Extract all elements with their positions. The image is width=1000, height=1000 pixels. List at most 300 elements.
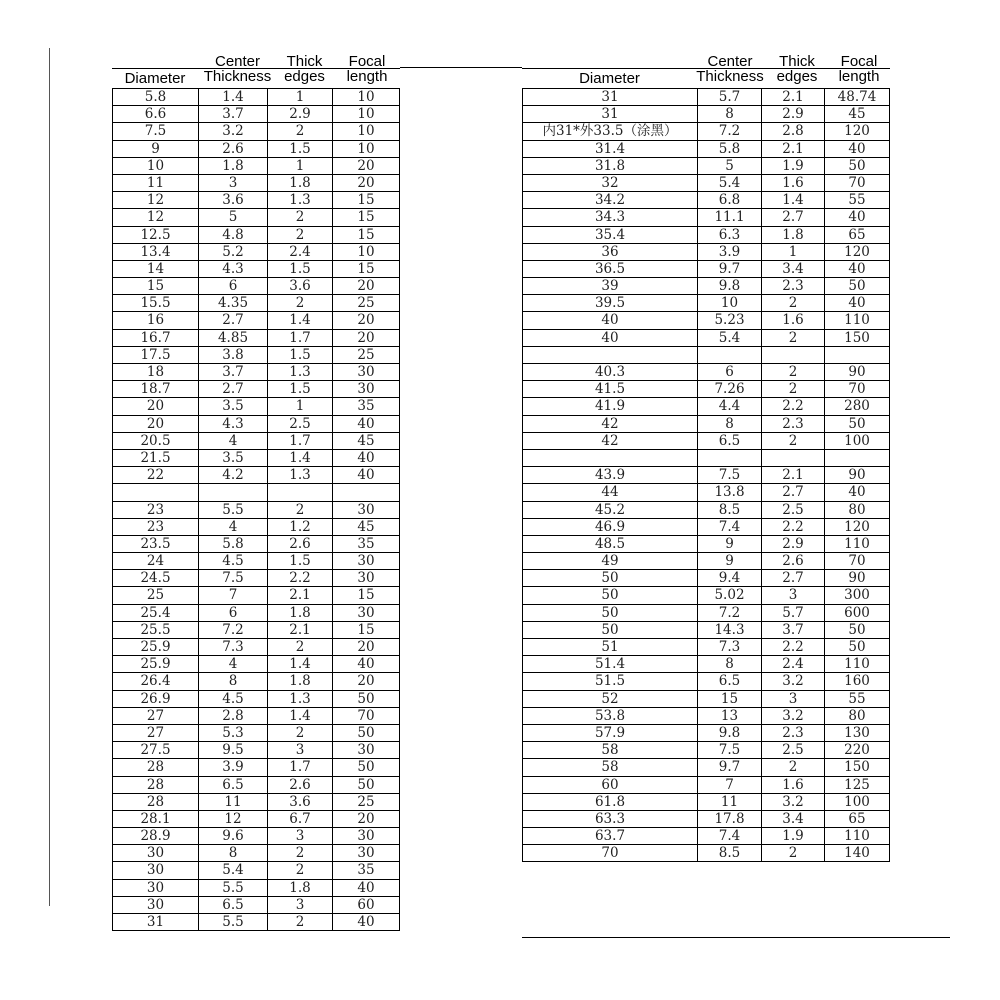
table-row [523, 278, 890, 295]
page-margin-line [49, 48, 50, 906]
cell-diameter: 31.8 [523, 158, 698, 175]
cell-edge-thickness: 1.8 [268, 880, 333, 897]
table-body-left [112, 88, 400, 931]
cell-center-thickness: 14.3 [698, 622, 762, 639]
cell-center-thickness: 5 [698, 158, 762, 175]
cell-edge-thickness: 2 [268, 845, 333, 862]
table-row [523, 759, 890, 776]
cell-diameter: 25 [113, 587, 199, 604]
cell-diameter: 32 [523, 175, 698, 192]
cell-center-thickness: 8 [698, 656, 762, 673]
cell-edge-thickness: 3.4 [762, 261, 825, 278]
cell-diameter: 23 [113, 519, 199, 536]
cell-diameter: 41.9 [523, 398, 698, 415]
cell-center-thickness: 5.8 [698, 141, 762, 158]
cell-focal-length: 80 [825, 502, 890, 519]
cell-center-thickness: 6.5 [199, 897, 268, 914]
header-center-top: Center [707, 53, 753, 70]
cell-center-thickness: 7.3 [199, 639, 268, 656]
cell-focal-length: 45 [333, 519, 400, 536]
cell-focal-length: 45 [825, 106, 890, 123]
cell-edge-thickness: 2.9 [762, 536, 825, 553]
cell-focal-length: 45 [333, 433, 400, 450]
cell-edge-thickness: 2 [762, 381, 825, 398]
cell-edge-thickness: 1.9 [762, 828, 825, 845]
cell-diameter: 18.7 [113, 381, 199, 398]
cell-diameter: 53.8 [523, 708, 698, 725]
cell-diameter: 40 [523, 330, 698, 347]
table-row [113, 227, 400, 244]
cell-focal-length: 10 [333, 89, 400, 106]
cell-diameter: 41.5 [523, 381, 698, 398]
cell-focal-length: 15 [333, 261, 400, 278]
cell-diameter: 内31*外33.5（涂黑） [523, 123, 698, 140]
table-row [113, 811, 400, 828]
cell-focal-length: 40 [333, 656, 400, 673]
table-row [523, 777, 890, 794]
cell-edge-thickness: 2 [268, 502, 333, 519]
table-row [113, 862, 400, 879]
cell-focal-length: 40 [333, 450, 400, 467]
cell-center-thickness: 5.5 [199, 880, 268, 897]
cell-center-thickness: 6.5 [698, 673, 762, 690]
cell-center-thickness: 2.6 [199, 141, 268, 158]
cell-edge-thickness: 1.7 [268, 759, 333, 776]
header-thick-top: Thick [286, 53, 323, 70]
cell-focal-length: 20 [333, 175, 400, 192]
cell-diameter: 24 [113, 553, 199, 570]
cell-diameter: 7.5 [113, 123, 199, 140]
cell-edge-thickness [762, 450, 825, 467]
table-row [113, 467, 400, 484]
cell-diameter: 11 [113, 175, 199, 192]
header-focal-length [828, 54, 890, 88]
cell-diameter: 23 [113, 502, 199, 519]
cell-edge-thickness: 2.7 [762, 570, 825, 587]
cell-edge-thickness: 1.8 [268, 605, 333, 622]
cell-focal-length: 30 [333, 605, 400, 622]
cell-edge-thickness: 1.6 [762, 175, 825, 192]
cell-focal-length: 110 [825, 312, 890, 329]
table-row [523, 725, 890, 742]
cell-center-thickness: 5.4 [698, 330, 762, 347]
cell-center-thickness: 4.8 [199, 227, 268, 244]
cell-center-thickness: 4.5 [199, 553, 268, 570]
cell-focal-length: 40 [333, 467, 400, 484]
cell-focal-length: 150 [825, 759, 890, 776]
cell-edge-thickness: 1.4 [268, 708, 333, 725]
cell-focal-length: 15 [333, 209, 400, 226]
cell-focal-length: 15 [333, 587, 400, 604]
table-row [523, 811, 890, 828]
cell-focal-length: 50 [825, 416, 890, 433]
cell-center-thickness: 2.7 [199, 312, 268, 329]
cell-center-thickness: 2.7 [199, 381, 268, 398]
cell-diameter: 13.4 [113, 244, 199, 261]
table-row [523, 261, 890, 278]
table-row [523, 347, 890, 364]
cell-edge-thickness: 2.5 [762, 502, 825, 519]
cell-center-thickness: 6 [698, 364, 762, 381]
cell-center-thickness: 7 [698, 777, 762, 794]
cell-center-thickness: 9.8 [698, 725, 762, 742]
cell-focal-length: 220 [825, 742, 890, 759]
table-row [113, 777, 400, 794]
cell-center-thickness: 6 [199, 278, 268, 295]
table-row [113, 622, 400, 639]
cell-focal-length: 90 [825, 364, 890, 381]
cell-focal-length: 40 [825, 261, 890, 278]
table-row [523, 639, 890, 656]
cell-diameter: 20.5 [113, 433, 199, 450]
cell-diameter: 31.4 [523, 141, 698, 158]
cell-diameter: 45.2 [523, 502, 698, 519]
cell-focal-length: 300 [825, 587, 890, 604]
cell-focal-length: 125 [825, 777, 890, 794]
cell-edge-thickness: 2.2 [268, 570, 333, 587]
cell-edge-thickness: 3.2 [762, 794, 825, 811]
cell-center-thickness: 6.3 [698, 227, 762, 244]
cell-center-thickness: 6.5 [698, 433, 762, 450]
cell-center-thickness: 9.4 [698, 570, 762, 587]
table-row [113, 175, 400, 192]
table-row [113, 553, 400, 570]
table-header-left [112, 54, 400, 88]
cell-diameter: 70 [523, 845, 698, 862]
cell-focal-length: 25 [333, 295, 400, 312]
cell-edge-thickness: 1.7 [268, 330, 333, 347]
cell-focal-length: 100 [825, 794, 890, 811]
cell-focal-length: 55 [825, 192, 890, 209]
cell-focal-length: 30 [333, 381, 400, 398]
cell-focal-length: 25 [333, 794, 400, 811]
cell-focal-length: 140 [825, 845, 890, 862]
table-row [113, 244, 400, 261]
cell-center-thickness: 9.8 [698, 278, 762, 295]
cell-center-thickness: 5.5 [199, 914, 268, 931]
cell-center-thickness: 9.5 [199, 742, 268, 759]
cell-diameter: 31 [113, 914, 199, 931]
cell-center-thickness: 7.2 [698, 605, 762, 622]
cell-center-thickness: 7.5 [199, 570, 268, 587]
cell-edge-thickness: 3 [762, 587, 825, 604]
cell-diameter: 27.5 [113, 742, 199, 759]
cell-diameter: 28.1 [113, 811, 199, 828]
cell-diameter: 30 [113, 880, 199, 897]
cell-diameter: 14 [113, 261, 199, 278]
cell-center-thickness: 5.4 [698, 175, 762, 192]
cell-focal-length: 280 [825, 398, 890, 415]
table-row [113, 450, 400, 467]
header-diameter: Diameter [579, 70, 640, 87]
cell-center-thickness: 3 [199, 175, 268, 192]
cell-edge-thickness: 2.2 [762, 639, 825, 656]
table-row [113, 278, 400, 295]
cell-focal-length: 40 [825, 209, 890, 226]
lens-table-left [112, 54, 400, 931]
table-row [523, 708, 890, 725]
table-row [523, 742, 890, 759]
cell-focal-length: 10 [333, 106, 400, 123]
cell-focal-length: 35 [333, 398, 400, 415]
cell-focal-length: 15 [333, 192, 400, 209]
cell-diameter: 48.5 [523, 536, 698, 553]
cell-edge-thickness: 2 [268, 123, 333, 140]
table-row [113, 605, 400, 622]
table-row [523, 244, 890, 261]
cell-center-thickness: 4.3 [199, 416, 268, 433]
cell-edge-thickness: 1.8 [268, 673, 333, 690]
cell-diameter: 50 [523, 622, 698, 639]
cell-diameter: 40.3 [523, 364, 698, 381]
cell-center-thickness: 9.7 [698, 759, 762, 776]
cell-diameter: 17.5 [113, 347, 199, 364]
cell-edge-thickness: 2 [268, 725, 333, 742]
cell-diameter: 50 [523, 605, 698, 622]
cell-center-thickness: 12 [199, 811, 268, 828]
cell-diameter: 49 [523, 553, 698, 570]
cell-diameter: 31 [523, 106, 698, 123]
cell-focal-length: 35 [333, 862, 400, 879]
cell-diameter: 50 [523, 587, 698, 604]
table-row [523, 312, 890, 329]
cell-diameter: 57.9 [523, 725, 698, 742]
cell-edge-thickness: 2.2 [762, 519, 825, 536]
cell-focal-length: 120 [825, 244, 890, 261]
cell-center-thickness: 3.2 [199, 123, 268, 140]
header-thick-bottom: edges [776, 68, 818, 85]
cell-center-thickness: 15 [698, 691, 762, 708]
cell-center-thickness: 5.02 [698, 587, 762, 604]
cell-diameter: 12 [113, 209, 199, 226]
cell-edge-thickness: 2.1 [762, 467, 825, 484]
table-row [113, 828, 400, 845]
cell-focal-length: 150 [825, 330, 890, 347]
table-row [523, 175, 890, 192]
table-row [113, 759, 400, 776]
cell-edge-thickness: 1.9 [762, 158, 825, 175]
cell-center-thickness: 4 [199, 656, 268, 673]
cell-diameter: 20 [113, 416, 199, 433]
table-row [113, 673, 400, 690]
cell-center-thickness: 11 [199, 794, 268, 811]
cell-edge-thickness: 2 [268, 227, 333, 244]
cell-focal-length: 70 [333, 708, 400, 725]
table-row [113, 570, 400, 587]
cell-center-thickness [698, 347, 762, 364]
cell-edge-thickness: 1.6 [762, 312, 825, 329]
cell-center-thickness: 9.7 [698, 261, 762, 278]
cell-center-thickness: 11 [698, 794, 762, 811]
cell-edge-thickness: 3.7 [762, 622, 825, 639]
cell-focal-length: 65 [825, 227, 890, 244]
cell-diameter: 25.5 [113, 622, 199, 639]
cell-center-thickness [698, 450, 762, 467]
cell-focal-length: 20 [333, 312, 400, 329]
table-row [523, 433, 890, 450]
cell-edge-thickness: 1.3 [268, 364, 333, 381]
cell-center-thickness: 8.5 [698, 502, 762, 519]
cell-edge-thickness: 2 [762, 295, 825, 312]
cell-diameter: 63.7 [523, 828, 698, 845]
header-focal-bottom: length [346, 68, 388, 85]
table-row [113, 381, 400, 398]
cell-edge-thickness: 2.2 [762, 398, 825, 415]
cell-focal-length: 10 [333, 141, 400, 158]
cell-focal-length: 40 [333, 914, 400, 931]
cell-center-thickness: 7 [199, 587, 268, 604]
cell-focal-length: 70 [825, 553, 890, 570]
table-row [523, 209, 890, 226]
table-row [113, 587, 400, 604]
cell-center-thickness: 13.8 [698, 484, 762, 501]
cell-edge-thickness: 2.1 [762, 89, 825, 106]
cell-edge-thickness: 3 [268, 828, 333, 845]
cell-diameter: 36 [523, 244, 698, 261]
table-row [113, 742, 400, 759]
cell-edge-thickness: 2.5 [268, 416, 333, 433]
cell-edge-thickness: 2.9 [762, 106, 825, 123]
cell-diameter: 40 [523, 312, 698, 329]
cell-diameter: 5.8 [113, 89, 199, 106]
cell-diameter: 12.5 [113, 227, 199, 244]
cell-diameter [113, 484, 199, 501]
cell-center-thickness: 4.85 [199, 330, 268, 347]
cell-center-thickness: 1.8 [199, 158, 268, 175]
cell-edge-thickness: 2.6 [268, 536, 333, 553]
cell-focal-length: 40 [825, 295, 890, 312]
cell-diameter: 9 [113, 141, 199, 158]
cell-diameter: 18 [113, 364, 199, 381]
cell-center-thickness: 2.8 [199, 708, 268, 725]
table-row [113, 639, 400, 656]
cell-focal-length: 48.74 [825, 89, 890, 106]
cell-edge-thickness: 1.5 [268, 381, 333, 398]
cell-focal-length: 100 [825, 433, 890, 450]
cell-focal-length: 40 [333, 880, 400, 897]
cell-edge-thickness: 2 [762, 330, 825, 347]
cell-focal-length: 110 [825, 828, 890, 845]
cell-diameter: 50 [523, 570, 698, 587]
cell-center-thickness: 6 [199, 605, 268, 622]
table-row [113, 794, 400, 811]
table-row [113, 192, 400, 209]
cell-center-thickness: 9.6 [199, 828, 268, 845]
cell-edge-thickness: 3 [268, 742, 333, 759]
cell-diameter [523, 450, 698, 467]
cell-diameter: 44 [523, 484, 698, 501]
table-row [523, 295, 890, 312]
header-connector-rule [400, 67, 522, 68]
cell-center-thickness: 3.8 [199, 347, 268, 364]
cell-diameter: 63.3 [523, 811, 698, 828]
table-row [523, 828, 890, 845]
table-row [523, 192, 890, 209]
cell-edge-thickness: 1.5 [268, 553, 333, 570]
cell-diameter: 58 [523, 742, 698, 759]
cell-focal-length: 10 [333, 244, 400, 261]
cell-diameter: 51.5 [523, 673, 698, 690]
cell-edge-thickness: 2 [268, 209, 333, 226]
table-row [113, 364, 400, 381]
table-row [523, 364, 890, 381]
header-center-top: Center [214, 53, 261, 70]
header-center-bottom: Thickness [203, 68, 272, 85]
header-center-thickness [690, 54, 770, 88]
cell-edge-thickness: 1.3 [268, 467, 333, 484]
cell-diameter: 61.8 [523, 794, 698, 811]
cell-focal-length: 60 [333, 897, 400, 914]
cell-center-thickness: 4.3 [199, 261, 268, 278]
cell-focal-length: 65 [825, 811, 890, 828]
cell-focal-length: 20 [333, 330, 400, 347]
cell-edge-thickness: 3.6 [268, 278, 333, 295]
cell-center-thickness [199, 484, 268, 501]
cell-diameter: 58 [523, 759, 698, 776]
cell-diameter: 46.9 [523, 519, 698, 536]
cell-focal-length: 50 [333, 759, 400, 776]
cell-center-thickness: 11.1 [698, 209, 762, 226]
table-row [113, 897, 400, 914]
table-row [523, 158, 890, 175]
cell-center-thickness: 7.5 [698, 742, 762, 759]
cell-focal-length: 30 [333, 742, 400, 759]
cell-edge-thickness: 1 [268, 89, 333, 106]
cell-focal-length: 70 [825, 175, 890, 192]
cell-edge-thickness [268, 484, 333, 501]
cell-diameter: 26.4 [113, 673, 199, 690]
table-row [523, 845, 890, 862]
cell-focal-length: 20 [333, 278, 400, 295]
header-center-bottom: Thickness [696, 68, 764, 85]
cell-diameter: 43.9 [523, 467, 698, 484]
cell-center-thickness: 5.7 [698, 89, 762, 106]
cell-focal-length: 15 [333, 227, 400, 244]
cell-edge-thickness: 2.1 [268, 622, 333, 639]
cell-center-thickness: 5.5 [199, 502, 268, 519]
cell-center-thickness: 3.7 [199, 106, 268, 123]
cell-edge-thickness: 3.2 [762, 673, 825, 690]
cell-diameter: 52 [523, 691, 698, 708]
table-row [523, 227, 890, 244]
cell-focal-length: 20 [333, 673, 400, 690]
cell-diameter: 10 [113, 158, 199, 175]
cell-edge-thickness: 1.7 [268, 433, 333, 450]
cell-diameter: 51 [523, 639, 698, 656]
table-row [113, 347, 400, 364]
cell-diameter: 25.9 [113, 656, 199, 673]
cell-edge-thickness: 3.4 [762, 811, 825, 828]
cell-center-thickness: 8 [199, 673, 268, 690]
cell-center-thickness: 6.8 [698, 192, 762, 209]
table-row [523, 673, 890, 690]
cell-diameter: 15 [113, 278, 199, 295]
cell-edge-thickness: 2.6 [762, 553, 825, 570]
cell-edge-thickness: 2 [268, 639, 333, 656]
table-row [113, 89, 400, 106]
lens-table-right [522, 54, 890, 862]
cell-diameter [523, 347, 698, 364]
cell-focal-length: 130 [825, 725, 890, 742]
table-row [113, 484, 400, 501]
table-row [113, 708, 400, 725]
cell-focal-length: 50 [825, 639, 890, 656]
table-row [523, 553, 890, 570]
cell-edge-thickness: 3 [762, 691, 825, 708]
cell-center-thickness: 5.8 [199, 536, 268, 553]
cell-diameter: 39 [523, 278, 698, 295]
cell-center-thickness: 4 [199, 433, 268, 450]
